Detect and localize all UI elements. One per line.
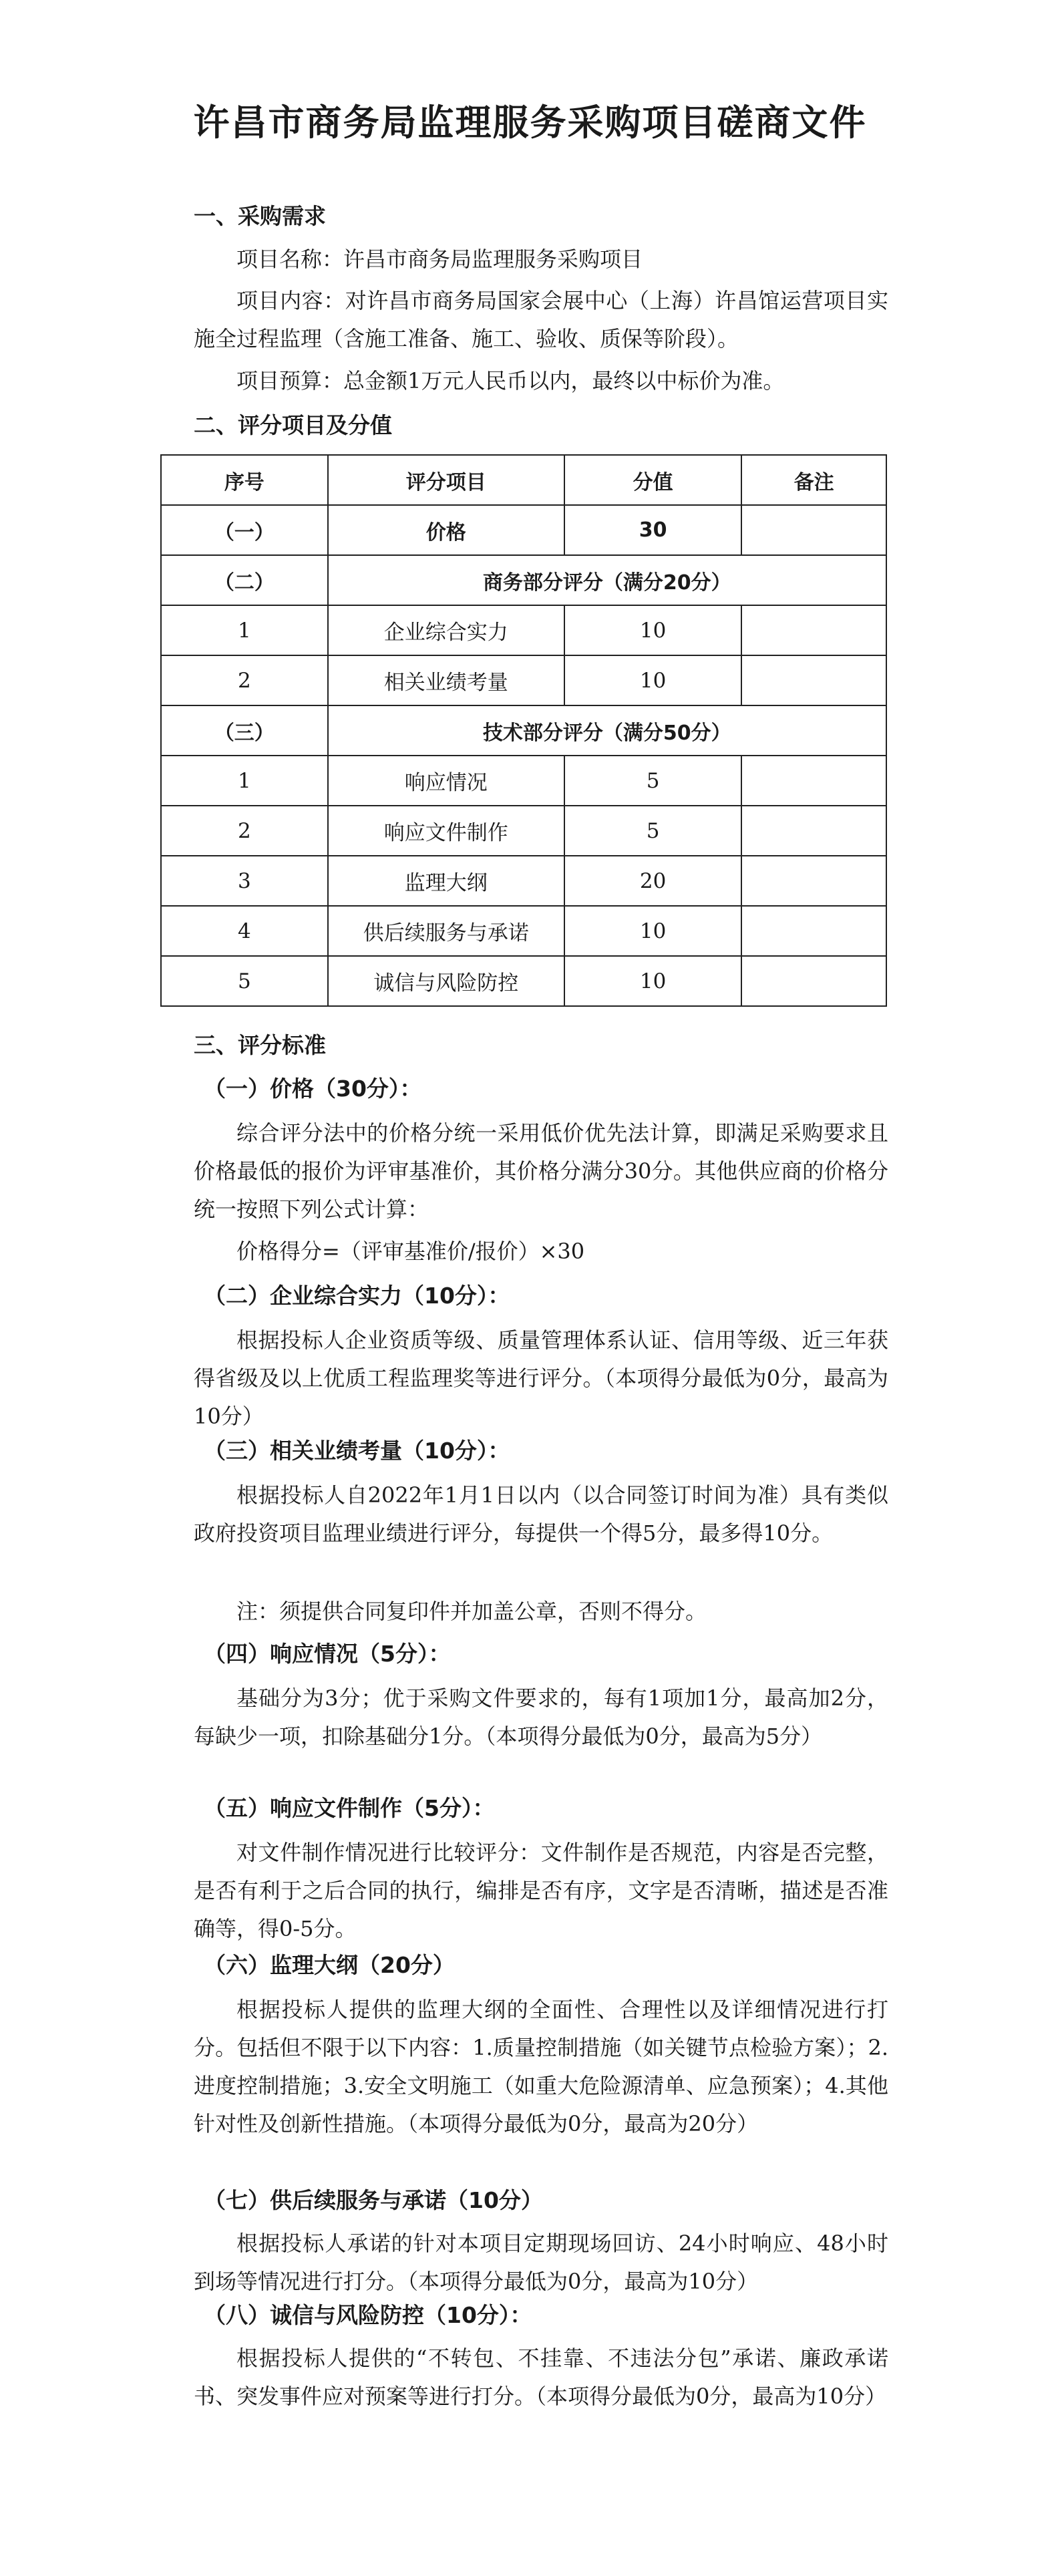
project-budget: 项目预算：总金额1万元人民币以内，最终以中标价为准。 [236,368,785,393]
table-row-business-group [161,555,886,605]
table-cell [741,756,886,806]
table-cell [741,856,886,906]
criteria-note-performance: 注：须提供合同复印件并加盖公章，否则不得分。 [236,1599,707,1624]
criteria-heading-company-strength: （二）企业综合实力（10分）： [204,1283,510,1309]
criteria-text-price: 综合评分法中的价格分统一采用低价优先法计算，即满足采购要求且价格最低的报价为评审基准价，其价格分满分30分。其他供应商的价格分统一按照下列公式计算： [194,1120,888,1222]
table-cell: 商务部分评分（满分20分） [328,555,886,605]
table-cell: 10 [564,956,741,1006]
criteria-heading-outline: （六）监理大纲（20分） [204,1952,455,1978]
header-cell: 评分项目 [328,455,564,505]
table-cell: 1 [161,756,328,806]
criteria-heading-document: （五）响应文件制作（5分）： [204,1795,495,1821]
table-cell: 3 [161,856,328,906]
table-header-row [161,455,886,505]
table-cell: （三） [161,705,328,756]
criteria-text-integrity: 根据投标人提供的“不转包、不挂靠、不违法分包”承诺、廉政承诺书、突发事件应对预案等进行打分。（本项得分最低为0分，最高为10分） [194,2346,888,2409]
table-cell: 技术部分评分（满分50分） [328,705,886,756]
table-row [161,655,886,705]
criteria-text-performance: 根据投标人自2022年1月1日以内（以合同签订时间为准）具有类似政府投资项目监理业绩进行评分，每提供一个得5分，最多得10分。 [194,1482,888,1546]
criteria-heading-price: （一）价格（30分）： [204,1076,422,1102]
table-row-price [161,505,886,555]
table-cell: 响应情况 [328,756,564,806]
table-cell: 监理大纲 [328,856,564,906]
table-cell [741,605,886,655]
table-cell: 2 [161,655,328,705]
table-cell: 4 [161,906,328,956]
table-cell [741,806,886,856]
criteria-heading-integrity: （八）诚信与风险防控（10分）： [204,2302,532,2328]
header-cell: 备注 [741,455,886,505]
project-content: 项目内容：对许昌市商务局国家会展中心（上海）许昌馆运营项目实施全过程监理（含施工准备、施工、验收、质保等阶段）。 [194,288,888,351]
table-cell: 1 [161,605,328,655]
criteria-heading-performance: （三）相关业绩考量（10分）： [204,1438,510,1464]
table-cell: 5 [564,756,741,806]
criteria-heading-service: （七）供后续服务与承诺（10分） [204,2187,543,2213]
table-cell: （二） [161,555,328,605]
table-row [161,956,886,1006]
table-cell: 5 [161,956,328,1006]
criteria-text-outline: 根据投标人提供的监理大纲的全面性、合理性以及详细情况进行打分。包括但不限于以下内容：1.质量控制措施（如关键节点检验方案）；2.进度控制措施；3.安全文明施工（如重大危险源清单、应急预案）；4.其他针对性及创新性措施。（本项得分最低为0分，最高为20分） [194,1997,888,2136]
table-cell: 2 [161,806,328,856]
table-cell [741,906,886,956]
table-cell: 10 [564,655,741,705]
table-cell: 企业综合实力 [328,605,564,655]
table-cell: 10 [564,605,741,655]
table-cell [741,505,886,555]
section-heading-scoring-criteria: 三、评分标准 [194,1032,326,1058]
scoring-table [160,454,887,1007]
table-row [161,856,886,906]
section-heading-procurement-needs: 一、采购需求 [194,203,326,229]
table-cell: 30 [564,505,741,555]
table-cell: 供后续服务与承诺 [328,906,564,956]
section-heading-scoring-items: 二、评分项目及分值 [194,412,392,438]
table-cell: 10 [564,906,741,956]
table-row [161,806,886,856]
table-row [161,906,886,956]
table-row [161,605,886,655]
table-cell: 价格 [328,505,564,555]
table-row [161,756,886,806]
table-cell: 响应文件制作 [328,806,564,856]
project-name: 项目名称：许昌市商务局监理服务采购项目 [236,247,643,272]
criteria-text-document: 对文件制作情况进行比较评分：文件制作是否规范，内容是否完整，是否有利于之后合同的执行，编排是否有序，文字是否清晰，描述是否准确等，得0-5分。 [194,1840,888,1941]
table-cell: （一） [161,505,328,555]
criteria-text-service: 根据投标人承诺的针对本项目定期现场回访、24小时响应、48小时到场等情况进行打分。（本项得分最低为0分，最高为10分） [194,2231,888,2294]
criteria-text-response: 基础分为3分；优于采购文件要求的，每有1项加1分，最高加2分，每缺少一项，扣除基础分1分。（本项得分最低为0分，最高为5分） [194,1685,888,1749]
table-cell: 5 [564,806,741,856]
header-cell: 序号 [161,455,328,505]
table-cell: 20 [564,856,741,906]
table-cell [741,956,886,1006]
table-cell [741,655,886,705]
document-title: 许昌市商务局监理服务采购项目磋商文件 [193,101,867,144]
criteria-text-company-strength: 根据投标人企业资质等级、质量管理体系认证、信用等级、近三年获得省级及以上优质工程监理奖等进行评分。（本项得分最低为0分，最高为10分） [194,1327,888,1429]
table-row-technical-group [161,705,886,756]
criteria-formula-price: 价格得分=（评审基准价/报价）×30 [236,1239,585,1264]
criteria-heading-response: （四）响应情况（5分）： [204,1641,451,1667]
table-cell: 诚信与风险防控 [328,956,564,1006]
table-cell: 相关业绩考量 [328,655,564,705]
header-cell: 分值 [564,455,741,505]
